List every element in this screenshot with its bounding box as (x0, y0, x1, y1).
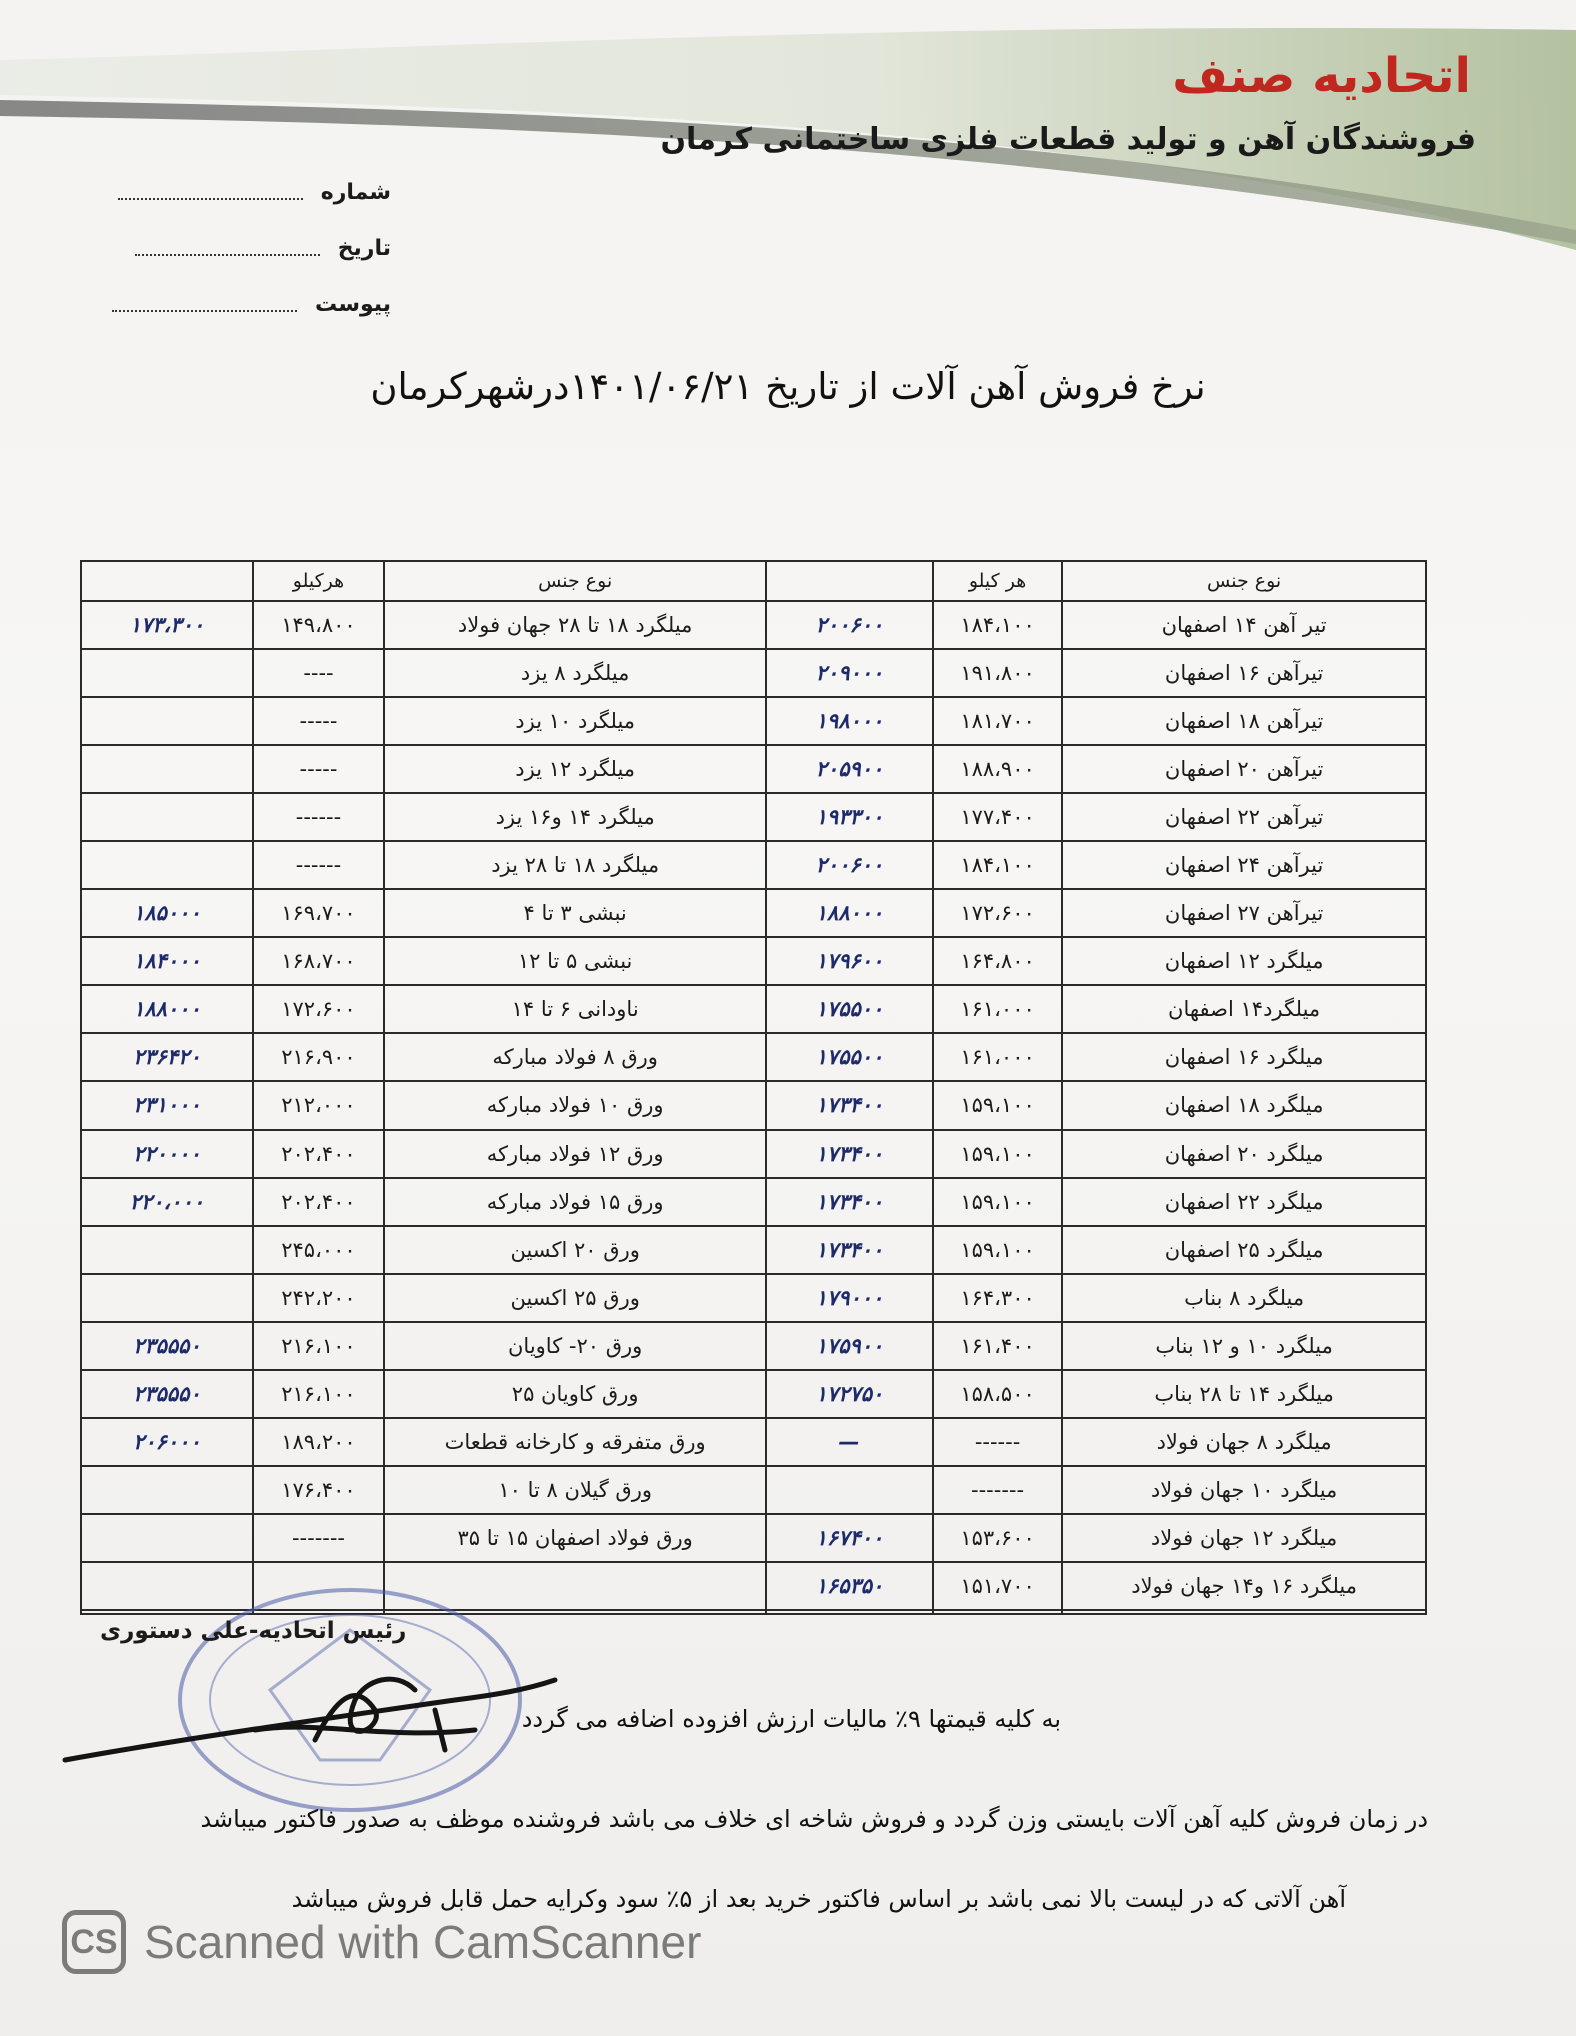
item-type: تیرآهن ۲۷ اصفهان (1062, 889, 1426, 937)
price-per-kilo: ------ (933, 1418, 1062, 1466)
item-type-2: میلگرد ۱۸ تا ۲۸ جهان فولاد (384, 601, 766, 649)
price-per-kilo-2: ---- (253, 649, 384, 697)
table-row (81, 1418, 1426, 1466)
handwritten-price: ۲۰۰۶۰۰ (766, 841, 933, 889)
price-table-body (81, 601, 1426, 1614)
header-type: نوع جنس (1062, 561, 1426, 601)
item-type-2: ورق متفرقه و کارخانه قطعات (384, 1418, 766, 1466)
price-per-kilo-2: ۱۸۹،۲۰۰ (253, 1418, 384, 1466)
price-per-kilo (933, 1610, 1062, 1614)
price-per-kilo: ۱۵۹،۱۰۰ (933, 1130, 1062, 1178)
item-type-2: ورق ۸ فولاد مبارکه (384, 1033, 766, 1081)
item-type: تیرآهن ۲۲ اصفهان (1062, 793, 1426, 841)
item-type: میلگرد ۱۰ جهان فولاد (1062, 1466, 1426, 1514)
handwritten-price-2 (81, 1466, 253, 1514)
price-per-kilo: ۱۷۲،۶۰۰ (933, 889, 1062, 937)
price-per-kilo-2: ------- (253, 1514, 384, 1562)
price-per-kilo-2: ۱۷۲،۶۰۰ (253, 985, 384, 1033)
item-type-2: ورق ۱۲ فولاد مبارکه (384, 1130, 766, 1178)
handwritten-price (766, 1466, 933, 1514)
table-row (81, 841, 1426, 889)
item-type: میلگرد ۱۲ اصفهان (1062, 937, 1426, 985)
item-type: میلگرد ۱۰ و ۱۲ بناب (1062, 1322, 1426, 1370)
handwritten-price: — (766, 1418, 933, 1466)
item-type-2: ورق ۱۰ فولاد مبارکه (384, 1081, 766, 1129)
handwritten-price-2: ۲۳۱۰۰۰ (81, 1081, 253, 1129)
item-type: میلگرد۱۴ اصفهان (1062, 985, 1426, 1033)
table-row (81, 601, 1426, 649)
item-type-2: ورق ۲۰ اکسین (384, 1226, 766, 1274)
price-per-kilo: ۱۵۹،۱۰۰ (933, 1226, 1062, 1274)
table-row (81, 937, 1426, 985)
price-per-kilo: ۱۶۴،۳۰۰ (933, 1274, 1062, 1322)
item-type-2: ناودانی ۶ تا ۱۴ (384, 985, 766, 1033)
handwritten-price: ۱۷۵۵۰۰ (766, 1033, 933, 1081)
handwritten-price (766, 1610, 933, 1614)
table-row (81, 1033, 1426, 1081)
price-per-kilo: ------- (933, 1466, 1062, 1514)
price-per-kilo: ۱۹۱،۸۰۰ (933, 649, 1062, 697)
item-type-2: ورق ۱۵ فولاد مبارکه (384, 1178, 766, 1226)
price-per-kilo: ۱۸۴،۱۰۰ (933, 601, 1062, 649)
item-type: میلگرد ۱۴ تا ۲۸ بناب (1062, 1370, 1426, 1418)
item-type: تیرآهن ۱۸ اصفهان (1062, 697, 1426, 745)
handwritten-price-2: ۲۲۰۰۰۰ (81, 1130, 253, 1178)
price-per-kilo-2: ۱۶۸،۷۰۰ (253, 937, 384, 985)
handwritten-price-2 (81, 745, 253, 793)
handwritten-price-2 (81, 1514, 253, 1562)
item-type-2: نبشی ۳ تا ۴ (384, 889, 766, 937)
handwritten-price-2: ۲۲۰،۰۰۰ (81, 1178, 253, 1226)
page-title: نرخ فروش آهن آلات از تاریخ ۱۴۰۱/۰۶/۲۱درشهرکرمان (370, 365, 1206, 408)
price-per-kilo: ۱۵۹،۱۰۰ (933, 1081, 1062, 1129)
handwritten-price: ۲۰۰۶۰۰ (766, 601, 933, 649)
table-row (81, 1178, 1426, 1226)
handwritten-price: ۱۷۲۷۵۰ (766, 1370, 933, 1418)
table-header-row (81, 561, 1426, 601)
item-type-2: نبشی ۵ تا ۱۲ (384, 937, 766, 985)
table-row (81, 1226, 1426, 1274)
handwritten-price-2: ۲۳۵۵۵۰ (81, 1370, 253, 1418)
header-type-2: نوع جنس (384, 561, 766, 601)
price-table (80, 560, 1427, 1615)
item-type: میلگرد ۲۵ اصفهان (1062, 1226, 1426, 1274)
price-per-kilo-2: ۲۰۲،۴۰۰ (253, 1178, 384, 1226)
handwritten-price: ۱۹۳۳۰۰ (766, 793, 933, 841)
item-type: تیرآهن ۲۴ اصفهان (1062, 841, 1426, 889)
price-per-kilo: ۱۸۸،۹۰۰ (933, 745, 1062, 793)
item-type: میلگرد ۱۸ اصفهان (1062, 1081, 1426, 1129)
date-line (135, 242, 320, 256)
item-type-2: ورق ۲۰- کاویان (384, 1322, 766, 1370)
org-subtitle: فروشندگان آهن و تولید قطعات فلزی ساختمانی کرمان (660, 122, 1476, 157)
item-type-2: میلگرد ۱۲ یزد (384, 745, 766, 793)
item-type (1062, 1610, 1426, 1614)
table-row (81, 697, 1426, 745)
camscanner-watermark (62, 1910, 701, 1974)
handwritten-price: ۲۰۹۰۰۰ (766, 649, 933, 697)
item-type-2: ورق ۲۵ اکسین (384, 1274, 766, 1322)
handwritten-price: ۱۶۷۴۰۰ (766, 1514, 933, 1562)
date-label: تاریخ (337, 236, 391, 261)
number-label: شماره (320, 180, 391, 205)
item-type-2: ورق کاویان ۲۵ (384, 1370, 766, 1418)
table-row (81, 793, 1426, 841)
item-type: میلگرد ۸ بناب (1062, 1274, 1426, 1322)
handwritten-price: ۱۶۵۳۵۰ (766, 1562, 933, 1610)
item-type-2: ورق گیلان ۸ تا ۱۰ (384, 1466, 766, 1514)
attachment-field (112, 292, 391, 317)
handwritten-price: ۱۷۵۵۰۰ (766, 985, 933, 1033)
item-type: میلگرد ۱۲ جهان فولاد (1062, 1514, 1426, 1562)
item-type: میلگرد ۲۲ اصفهان (1062, 1178, 1426, 1226)
number-field (118, 180, 391, 205)
handwritten-price: ۱۷۳۴۰۰ (766, 1130, 933, 1178)
handwritten-price-2 (81, 841, 253, 889)
table-row (81, 1466, 1426, 1514)
president-name: رئیس اتحادیه-علی دستوری (100, 1618, 407, 1644)
attachment-label: پیوست (315, 292, 391, 317)
handwritten-price-2 (81, 649, 253, 697)
table-row (81, 745, 1426, 793)
table-row (81, 889, 1426, 937)
price-per-kilo-2: ۲۱۶،۹۰۰ (253, 1033, 384, 1081)
item-type: میلگرد ۲۰ اصفهان (1062, 1130, 1426, 1178)
item-type: میلگرد ۱۶ و۱۴ جهان فولاد (1062, 1562, 1426, 1610)
price-per-kilo-2: ۲۴۵،۰۰۰ (253, 1226, 384, 1274)
price-per-kilo-2: ۱۶۹،۷۰۰ (253, 889, 384, 937)
weighing-note: در زمان فروش کلیه آهن آلات بایستی وزن گردد و فروش شاخه ای خلاف می باشد فروشنده موظف به صدور فاکتور میباشد (200, 1805, 1428, 1833)
price-per-kilo: ۱۸۴،۱۰۰ (933, 841, 1062, 889)
item-type: تیرآهن ۱۶ اصفهان (1062, 649, 1426, 697)
handwritten-price-2: ۱۸۴۰۰۰ (81, 937, 253, 985)
table-row (81, 1322, 1426, 1370)
handwritten-price-2 (81, 1226, 253, 1274)
price-per-kilo: ۱۷۷،۴۰۰ (933, 793, 1062, 841)
letterhead-band (0, 0, 1576, 250)
handwritten-price: ۱۸۸۰۰۰ (766, 889, 933, 937)
camscanner-text: Scanned with CamScanner (144, 1916, 702, 1968)
handwritten-price-2: ۲۳۶۴۲۰ (81, 1033, 253, 1081)
org-title: اتحادیه صنف (1172, 48, 1471, 104)
vat-note: به کلیه قیمتها ۹٪ مالیات ارزش افزوده اضافه می گردد (521, 1705, 1061, 1733)
attachment-line (112, 298, 297, 312)
price-per-kilo-2: ------ (253, 841, 384, 889)
price-per-kilo-2: ۲۱۲،۰۰۰ (253, 1081, 384, 1129)
item-type: میلگرد ۱۶ اصفهان (1062, 1033, 1426, 1081)
camscanner-logo-icon: CS (62, 1910, 126, 1974)
price-per-kilo-2: ۲۰۲،۴۰۰ (253, 1130, 384, 1178)
price-per-kilo: ۱۸۱،۷۰۰ (933, 697, 1062, 745)
price-per-kilo-2: ----- (253, 745, 384, 793)
handwritten-price: ۱۷۵۹۰۰ (766, 1322, 933, 1370)
item-type-2: میلگرد ۱۰ یزد (384, 697, 766, 745)
table-row (81, 1274, 1426, 1322)
handwritten-price: ۱۷۹۶۰۰ (766, 937, 933, 985)
item-type-2: ورق فولاد اصفهان ۱۵ تا ۳۵ (384, 1514, 766, 1562)
header-per-kilo: هر کیلو (933, 561, 1062, 601)
header-handwritten (766, 561, 933, 601)
item-type: تیرآهن ۲۰ اصفهان (1062, 745, 1426, 793)
handwritten-price-2 (81, 1274, 253, 1322)
table-row (81, 1370, 1426, 1418)
handwritten-price: ۲۰۵۹۰۰ (766, 745, 933, 793)
unlisted-note: آهن آلاتی که در لیست بالا نمی باشد بر اساس فاکتور خرید بعد از ۵٪ سود وکرایه حمل قابل فروش میباشد (291, 1885, 1346, 1913)
price-per-kilo: ۱۶۱،۴۰۰ (933, 1322, 1062, 1370)
handwritten-price: ۱۷۳۴۰۰ (766, 1081, 933, 1129)
price-per-kilo-2: ۱۷۶،۴۰۰ (253, 1466, 384, 1514)
price-per-kilo-2: ----- (253, 697, 384, 745)
table-row (81, 1081, 1426, 1129)
item-type: میلگرد ۸ جهان فولاد (1062, 1418, 1426, 1466)
price-per-kilo-2: ۱۴۹،۸۰۰ (253, 601, 384, 649)
handwritten-price: ۱۷۳۴۰۰ (766, 1178, 933, 1226)
price-per-kilo-2: ------ (253, 793, 384, 841)
header-per-kilo-2: هرکیلو (253, 561, 384, 601)
item-type: تیر آهن ۱۴ اصفهان (1062, 601, 1426, 649)
date-field (135, 236, 391, 261)
price-per-kilo: ۱۶۱،۰۰۰ (933, 1033, 1062, 1081)
item-type-2: میلگرد ۱۴ و۱۶ یزد (384, 793, 766, 841)
handwritten-price: ۱۹۸۰۰۰ (766, 697, 933, 745)
price-per-kilo: ۱۵۹،۱۰۰ (933, 1178, 1062, 1226)
header-handwritten-2 (81, 561, 253, 601)
handwritten-price-2: ۲۰۶۰۰۰ (81, 1418, 253, 1466)
handwritten-price: ۱۷۹۰۰۰ (766, 1274, 933, 1322)
table-row (81, 1514, 1426, 1562)
table-row (81, 649, 1426, 697)
handwritten-price-2: ۱۷۳،۳۰۰ (81, 601, 253, 649)
handwritten-price: ۱۷۳۴۰۰ (766, 1226, 933, 1274)
handwritten-price-2: ۱۸۵۰۰۰ (81, 889, 253, 937)
handwritten-price-2: ۱۸۸۰۰۰ (81, 985, 253, 1033)
handwritten-price-2: ۲۳۵۵۵۰ (81, 1322, 253, 1370)
price-per-kilo: ۱۵۸،۵۰۰ (933, 1370, 1062, 1418)
price-per-kilo-2: ۲۱۶،۱۰۰ (253, 1322, 384, 1370)
price-per-kilo: ۱۵۱،۷۰۰ (933, 1562, 1062, 1610)
item-type-2: میلگرد ۸ یزد (384, 649, 766, 697)
price-per-kilo: ۱۶۱،۰۰۰ (933, 985, 1062, 1033)
price-per-kilo: ۱۵۳،۶۰۰ (933, 1514, 1062, 1562)
price-per-kilo: ۱۶۴،۸۰۰ (933, 937, 1062, 985)
handwritten-price-2 (81, 697, 253, 745)
price-per-kilo-2: ۲۱۶،۱۰۰ (253, 1370, 384, 1418)
number-line (118, 186, 303, 200)
item-type-2: میلگرد ۱۸ تا ۲۸ یزد (384, 841, 766, 889)
price-per-kilo-2: ۲۴۲،۲۰۰ (253, 1274, 384, 1322)
table-row (81, 985, 1426, 1033)
handwritten-price-2 (81, 793, 253, 841)
table-row (81, 1130, 1426, 1178)
